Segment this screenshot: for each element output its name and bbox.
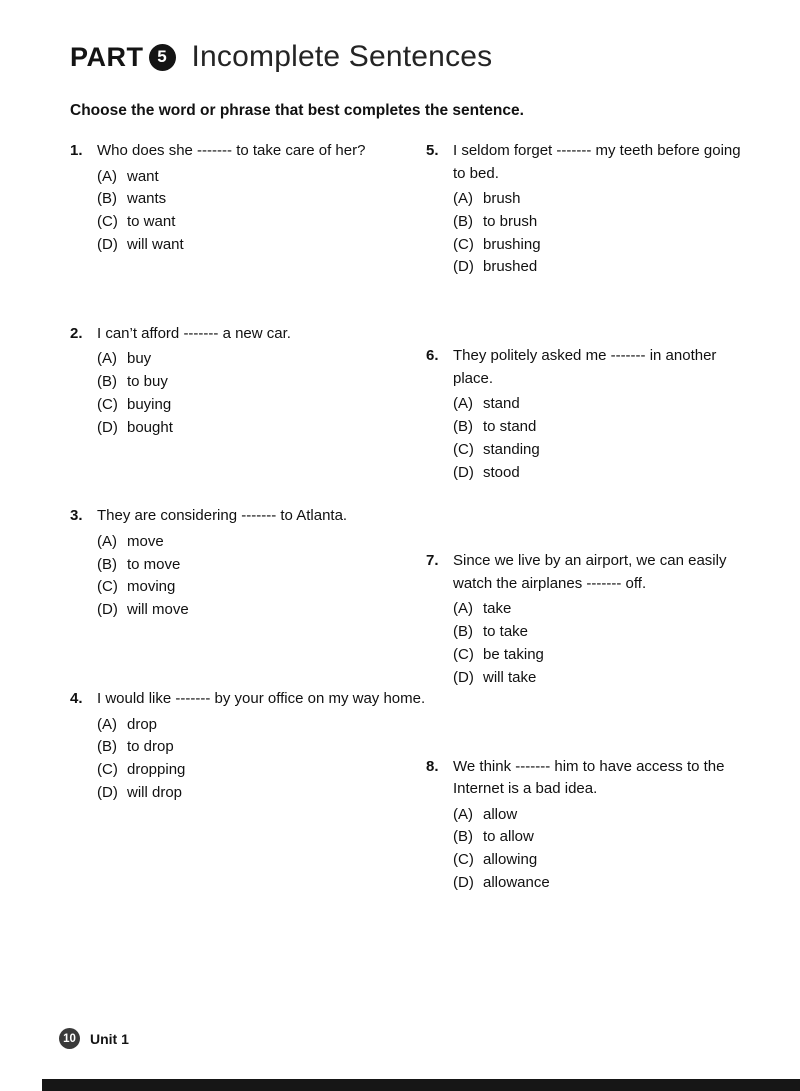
question-number: 2. — [70, 324, 83, 342]
option — [453, 256, 748, 279]
question — [426, 756, 748, 895]
option-letter: (D) — [453, 873, 474, 891]
question-head — [426, 756, 748, 801]
option — [453, 416, 748, 439]
option — [97, 348, 426, 371]
option-letter: (C) — [97, 761, 118, 779]
question-options — [97, 714, 426, 805]
question-options — [97, 531, 426, 622]
option-text: to want — [127, 213, 176, 231]
option — [97, 211, 426, 234]
option-text: want — [127, 167, 159, 185]
option — [453, 667, 748, 690]
question-text: I can’t afford ------- a new car. — [97, 324, 291, 342]
question — [426, 140, 748, 279]
option — [97, 417, 426, 440]
option — [97, 599, 426, 622]
option-letter: (B) — [97, 372, 117, 390]
option-text: be taking — [483, 645, 544, 663]
option — [453, 872, 748, 895]
page-number: 10 — [63, 1032, 76, 1045]
question-options — [453, 393, 748, 484]
question-text: They are considering ------- to Atlanta. — [97, 507, 348, 525]
option-letter: (D) — [453, 668, 474, 686]
option-text: brushing — [483, 235, 541, 253]
scan-edge-bar — [42, 1079, 800, 1091]
option — [453, 462, 748, 485]
option-letter: (A) — [97, 532, 117, 550]
question-number: 3. — [70, 507, 83, 525]
option-text: moving — [127, 578, 176, 596]
option — [97, 759, 426, 782]
option — [97, 166, 426, 189]
option — [97, 714, 426, 737]
option — [453, 211, 748, 234]
option — [453, 826, 748, 849]
question-head — [426, 550, 748, 595]
question-text: We think ------- him to have access to the Internet is a bad idea. — [453, 757, 725, 798]
option — [97, 234, 426, 257]
option-text: take — [483, 600, 512, 618]
questions-column-right — [426, 140, 748, 961]
option-letter: (C) — [453, 440, 474, 458]
option-text: stand — [483, 395, 520, 413]
part-number: 5 — [157, 47, 167, 66]
option-letter: (A) — [453, 190, 473, 207]
option-letter: (D) — [453, 258, 474, 276]
question-text: I would like ------- by your office on my way home. — [97, 690, 426, 708]
option-text: allow — [483, 805, 518, 823]
option-text: to take — [483, 623, 529, 641]
question-number: 1. — [70, 142, 83, 159]
question-options — [453, 804, 748, 895]
option-letter: (B) — [97, 555, 117, 573]
option — [97, 188, 426, 211]
option-text: will move — [127, 601, 189, 619]
option — [97, 782, 426, 805]
option-letter: (B) — [453, 417, 473, 435]
option-text: brush — [483, 190, 521, 207]
option-text: standing — [483, 440, 540, 458]
question-options — [97, 166, 426, 257]
option — [453, 188, 748, 211]
instruction-text: Choose the word or phrase that best completes the sentence. — [70, 102, 524, 119]
footer — [59, 1028, 129, 1049]
option-text: allowing — [483, 851, 538, 869]
question-head — [70, 140, 426, 163]
question-options — [97, 348, 426, 439]
option-letter: (A) — [97, 350, 117, 368]
option-letter: (B) — [453, 623, 473, 641]
page-number-badge — [59, 1028, 80, 1049]
question-head — [426, 345, 748, 390]
option-letter: (B) — [97, 190, 117, 208]
option-letter: (C) — [453, 235, 474, 253]
option — [97, 394, 426, 417]
option-letter: (C) — [97, 213, 118, 231]
question — [70, 688, 426, 805]
unit-label: Unit 1 — [90, 1030, 129, 1047]
question-number: 6. — [426, 347, 439, 365]
option-letter: (D) — [453, 463, 474, 481]
option-letter: (D) — [97, 601, 118, 619]
option — [453, 849, 748, 872]
option — [453, 804, 748, 827]
option-letter: (A) — [453, 805, 473, 823]
question-number: 5. — [426, 142, 439, 159]
option — [453, 644, 748, 667]
option — [453, 621, 748, 644]
question-options — [453, 188, 748, 279]
option-letter: (B) — [97, 738, 117, 756]
question-number: 4. — [70, 690, 83, 708]
option — [97, 554, 426, 577]
option-text: move — [127, 532, 164, 550]
option-letter: (A) — [453, 600, 473, 618]
option — [97, 531, 426, 554]
option-text: to stand — [483, 417, 537, 435]
question-text: Since we live by an airport, we can easily watch the airplanes ------- off. — [453, 552, 727, 592]
question-head — [70, 323, 426, 346]
option-text: to allow — [483, 828, 534, 846]
option — [453, 234, 748, 257]
option-text: will take — [483, 668, 537, 686]
question-number: 8. — [426, 757, 439, 775]
questions-columns — [70, 140, 748, 961]
option-text: dropping — [127, 761, 186, 779]
option-text: to move — [127, 555, 181, 573]
option-text: to drop — [127, 738, 174, 756]
option-letter: (B) — [453, 828, 473, 846]
option-text: will want — [127, 235, 184, 253]
question-number: 7. — [426, 552, 439, 570]
option-letter: (D) — [97, 418, 118, 436]
option-letter: (D) — [97, 235, 118, 253]
option-text: allowance — [483, 873, 550, 891]
option-letter: (C) — [97, 578, 118, 596]
option — [453, 393, 748, 416]
question-text: Who does she ------- to take care of her? — [97, 142, 366, 159]
question-head — [70, 505, 426, 528]
option-letter: (B) — [453, 212, 473, 230]
header — [70, 40, 492, 74]
option — [453, 598, 748, 621]
option — [453, 439, 748, 462]
question — [70, 505, 426, 622]
option — [97, 736, 426, 759]
option-text: buying — [127, 395, 172, 413]
question — [70, 323, 426, 440]
question-options — [453, 598, 748, 689]
option — [97, 371, 426, 394]
question — [426, 550, 748, 689]
option-text: drop — [127, 715, 158, 733]
option — [97, 576, 426, 599]
question-head — [70, 688, 426, 711]
option-text: to buy — [127, 372, 168, 390]
option-letter: (C) — [97, 395, 118, 413]
option-text: wants — [127, 190, 167, 208]
question-text: I seldom forget ------- my teeth before going to bed. — [453, 142, 741, 182]
questions-column-left — [70, 140, 426, 961]
option-text: stood — [483, 463, 520, 481]
part-label: PART — [70, 41, 144, 72]
option-letter: (A) — [97, 167, 117, 185]
question — [70, 140, 426, 257]
option-text: to brush — [483, 212, 538, 230]
option-text: brushed — [483, 258, 538, 276]
option-letter: (D) — [97, 783, 118, 801]
page-title: Incomplete Sentences — [191, 40, 493, 73]
question-text: They politely asked me ------- in another place. — [453, 347, 717, 387]
option-letter: (A) — [97, 715, 117, 733]
option-letter: (C) — [453, 645, 474, 663]
question-head — [426, 140, 748, 185]
option-text: will drop — [127, 783, 183, 801]
option-letter: (C) — [453, 851, 474, 869]
option-text: buy — [127, 350, 152, 368]
part-number-badge — [149, 44, 176, 71]
option-letter: (A) — [453, 395, 473, 413]
question — [426, 345, 748, 484]
option-text: bought — [127, 418, 173, 436]
